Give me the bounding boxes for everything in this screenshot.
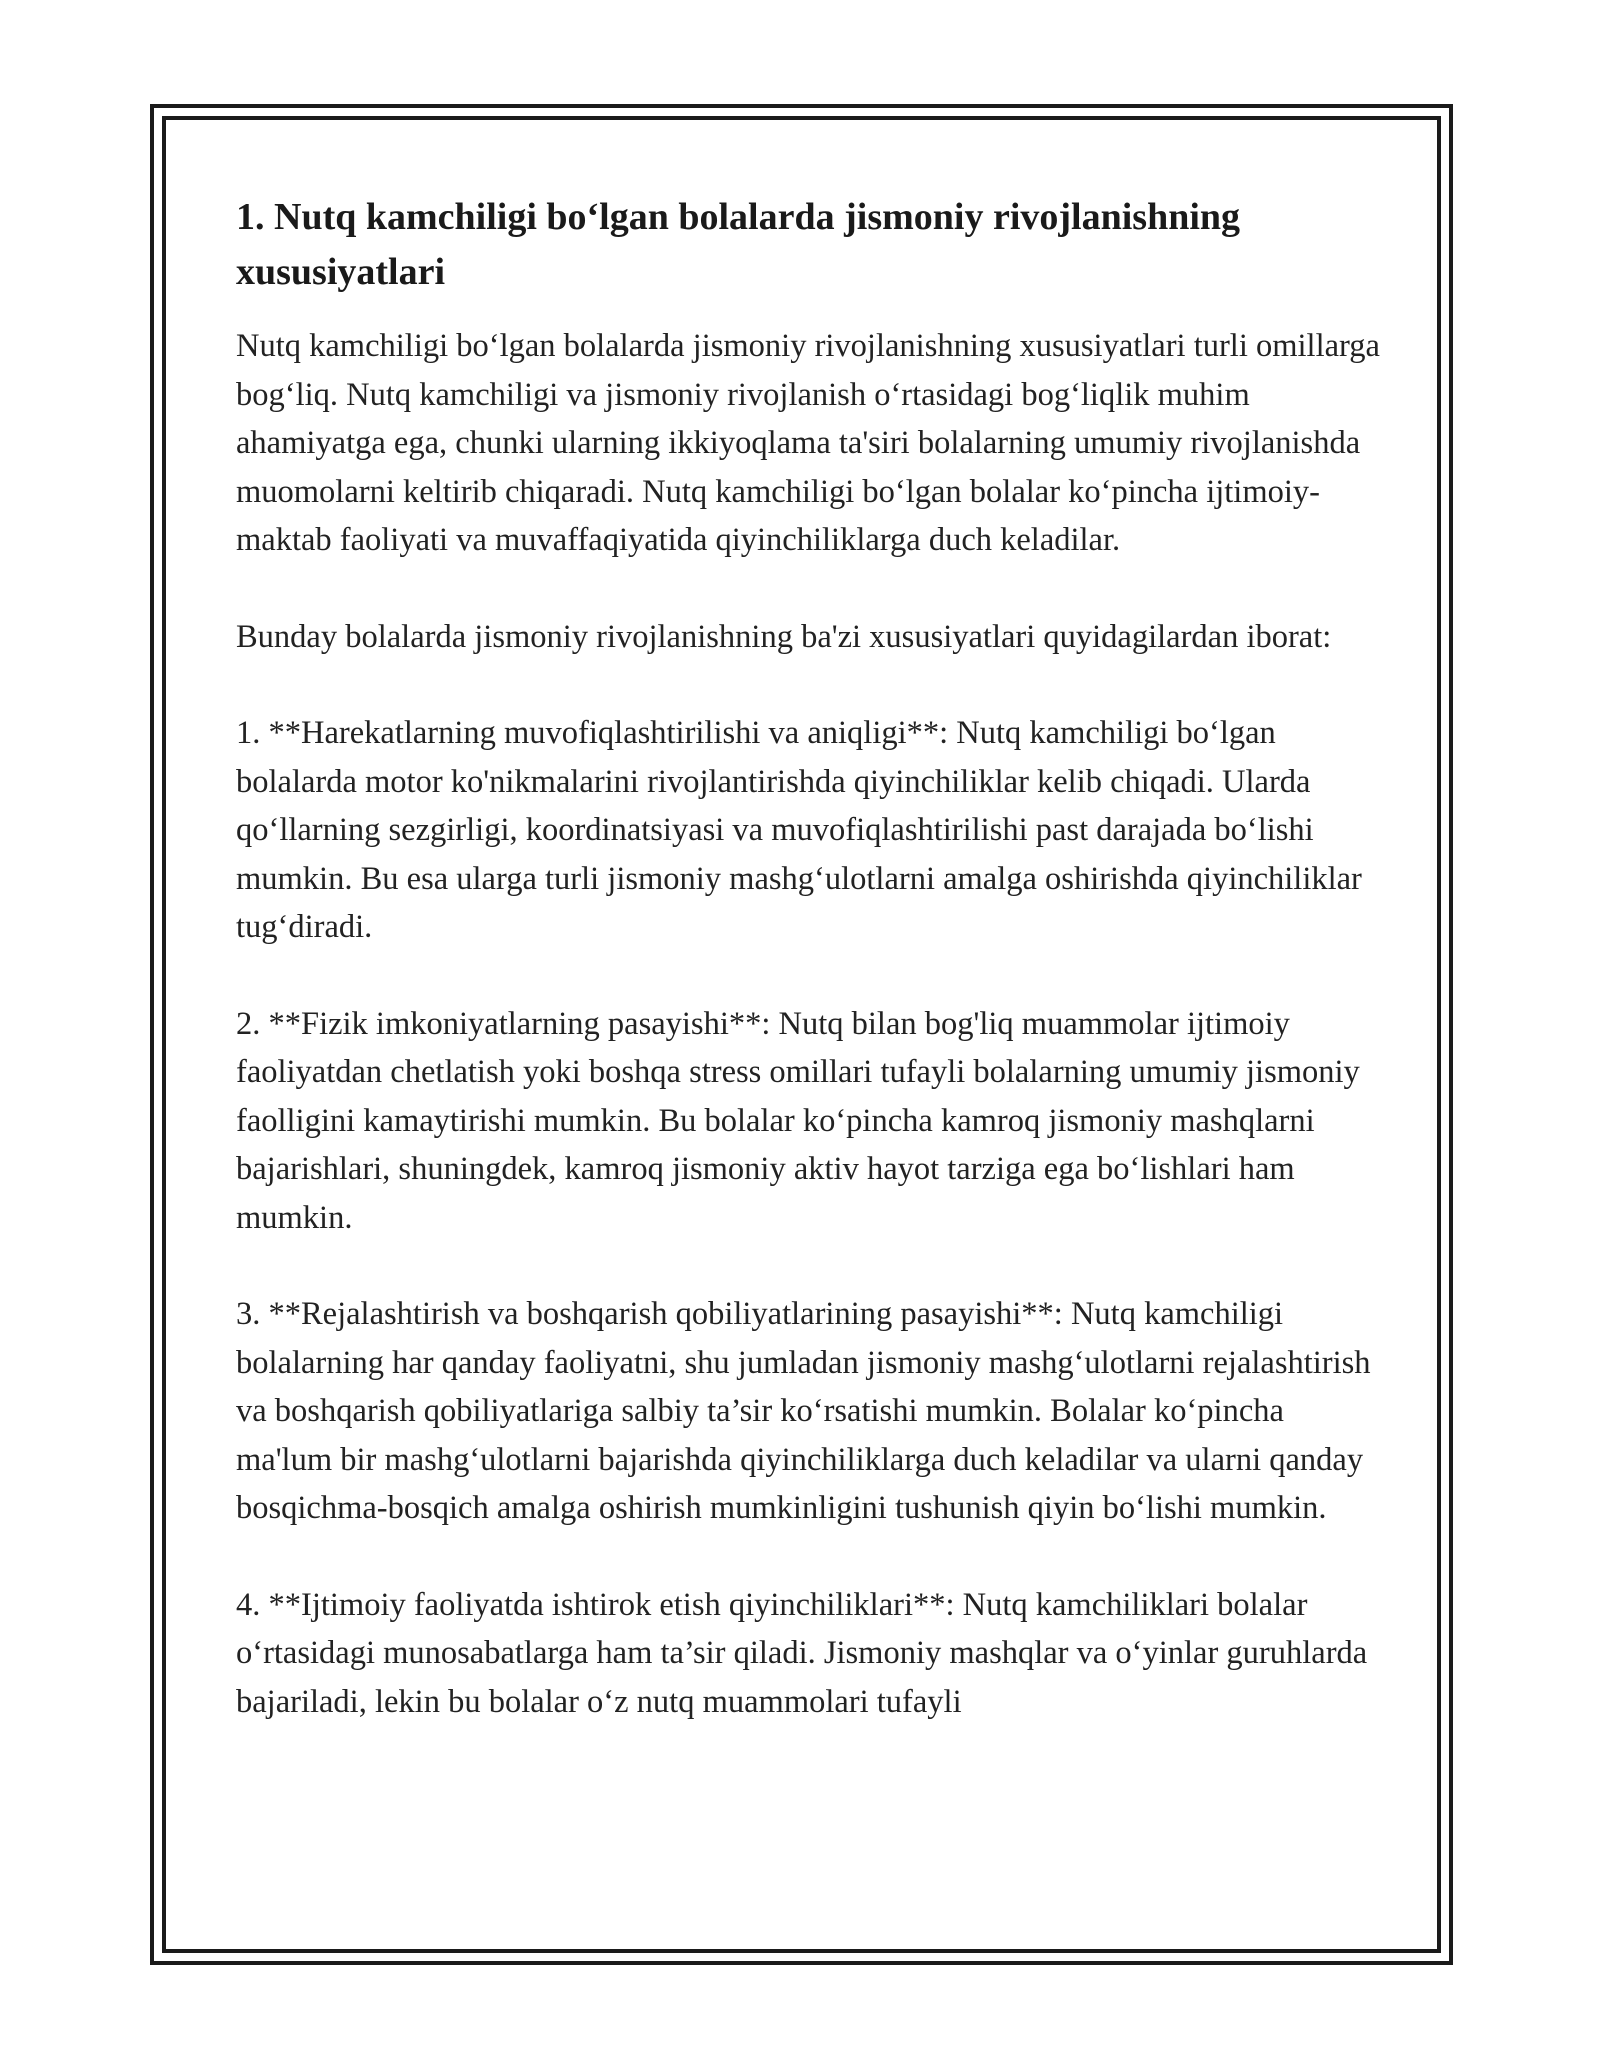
paragraph-list-intro: Bunday bolalarda jismoniy rivojlanishning ba'zi xususiyatlari quyidagilardan iborat: bbox=[236, 618, 1332, 655]
paragraph-item-1: 1. **Harekatlarning muvofiqlashtirilishi va aniqligi**: Nutq kamchiligi bo‘lgan bolalarda motor ko'nikmalarini rivojlantirishda qiyinchiliklar kelib chiqadi. Ularda qo‘llarning sezgirligi, koordinatsiyasi va muvofiqlashtirilishi past darajada bo‘lishi mumkin. Bu esa ularga turli jismoniy mashg‘ulotlarni amalga oshirishda qiyinchiliklar tug‘diradi. bbox=[236, 715, 1362, 945]
section-heading: 1. Nutq kamchiligi bo‘lgan bolalarda jismoniy rivojlanishning xususiyatlari bbox=[236, 196, 1241, 293]
paragraph-item-3: 3. **Rejalashtirish va boshqarish qobiliyatlarining pasayishi**: Nutq kamchiligi bolalarning har qanday faoliyatni, shu jumladan jismoniy mashg‘ulotlarni rejalashtirish va boshqarish qobiliyatlariga salbiy ta’sir ko‘rsatishi mumkin. Bolalar ko‘pincha ma'lum bir mashg‘ulotlarni bajarishda qiyinchiliklarga duch keladilar va ularni qanday bosqichma-bosqich amalga oshirish mumkinligini tushunish qiyin bo‘lishi mumkin. bbox=[236, 1296, 1371, 1526]
document-body bbox=[236, 190, 1386, 1774]
paragraph-intro: Nutq kamchiligi bo‘lgan bolalarda jismoniy rivojlanishning xususiyatlari turli omillarga bog‘liq. Nutq kamchiligi va jismoniy rivojlanish o‘rtasidagi bog‘liqlik muhim ahamiyatga ega, chunki ularning ikkiyoqlama ta'siri bolalarning umumiy rivojlanishda muomolarni keltirib chiqaradi. Nutq kamchiligi bo‘lgan bolalar ko‘pincha ijtimoiy-maktab faoliyati va muvaffaqiyatida qiyinchiliklarga duch keladilar. bbox=[236, 328, 1380, 558]
paragraph-item-4: 4. **Ijtimoiy faoliyatda ishtirok etish qiyinchiliklari**: Nutq kamchiliklari bolalar o‘rtasidagi munosabatlarga ham ta’sir qiladi. Jismoniy mashqlar va o‘yinlar guruhlarda bajariladi, lekin bu bolalar o‘z nutq muammolari tufayli bbox=[236, 1586, 1368, 1720]
paragraph-item-2: 2. **Fizik imkoniyatlarning pasayishi**: Nutq bilan bog'liq muammolar ijtimoiy faoliyatdan chetlatish yoki boshqa stress omillari tufayli bolalarning umumiy jismoniy faolligini kamaytirishi mumkin. Bu bolalar ko‘pincha kamroq jismoniy mashqlarni bajarishlari, shuningdek, kamroq jismoniy aktiv hayot tarziga ega bo‘lishlari ham mumkin. bbox=[236, 1005, 1360, 1236]
